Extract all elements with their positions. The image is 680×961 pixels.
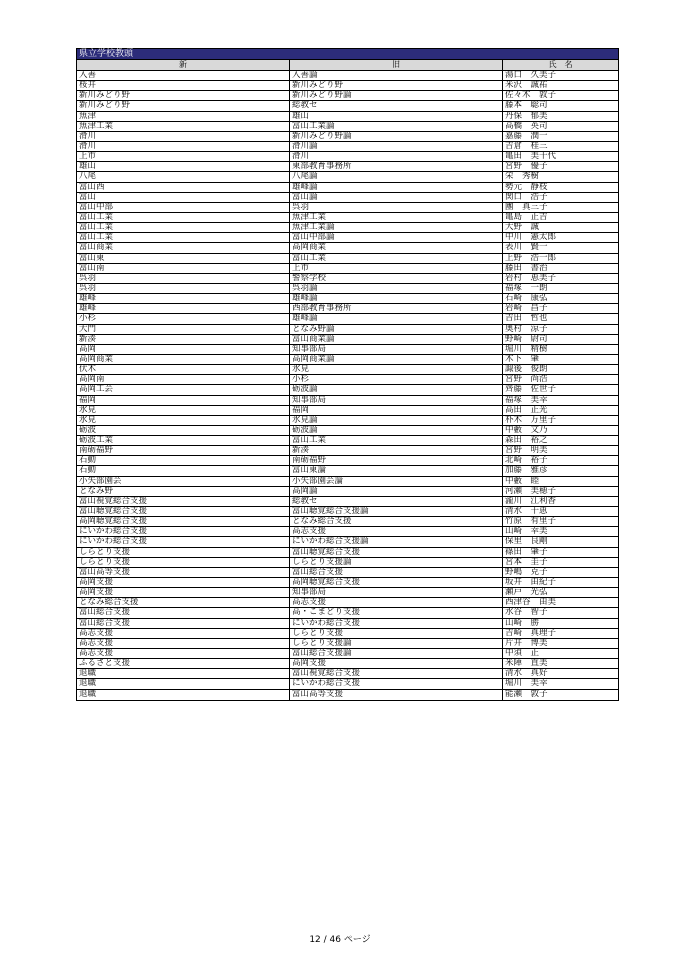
cell-name: 宮本 圭子	[505, 557, 548, 567]
cell-new: 高岡支援	[77, 588, 290, 597]
cell-old: 総教セ	[290, 497, 503, 506]
cell-old: 富山中部論	[290, 233, 503, 242]
cell-new: 富山聴覚総合支援	[77, 507, 290, 516]
cell-old: しらとり支援	[290, 629, 503, 638]
cell-new: 退職	[77, 679, 290, 688]
cell-old: 氷見論	[290, 416, 503, 425]
cell-old: 富山工業	[290, 436, 503, 445]
cell-new: 高岡工芸	[77, 385, 290, 394]
cell-new: 高岡支援	[77, 578, 290, 587]
cell-name: 能瀬 敦子	[505, 689, 548, 699]
cell-name: 水谷 智子	[505, 608, 548, 618]
cell-name: 宮野 明美	[505, 446, 548, 456]
cell-name: 加藤 雅彦	[505, 466, 548, 476]
cell-new: 富山工業	[77, 233, 290, 242]
cell-new: 伏木	[77, 365, 290, 374]
cell-old: 福岡	[290, 406, 503, 415]
cell-new: にいかわ総合支援	[77, 537, 290, 546]
cell-old: 南砺福野	[290, 456, 503, 465]
cell-new: 富山西	[77, 183, 290, 192]
cell-name: 山崎 幸美	[505, 527, 548, 537]
cell-name: 清水 真好	[505, 669, 548, 679]
cell-name: 保里 良剛	[505, 537, 548, 547]
table-row	[77, 466, 618, 476]
cell-new: 小杉	[77, 314, 290, 323]
table-row	[77, 203, 618, 213]
cell-old: 滑川論	[290, 142, 503, 151]
cell-new: 高岡南	[77, 375, 290, 384]
table-row	[77, 325, 618, 335]
cell-new: 福岡	[77, 396, 290, 405]
cell-new: 呉羽	[77, 284, 290, 293]
cell-old: 総教セ	[290, 101, 503, 110]
cell-old: 富山東論	[290, 466, 503, 475]
cell-name: 嘉藤 潤一	[505, 131, 548, 141]
table-row	[77, 345, 618, 355]
cell-old: 砺波論	[290, 385, 503, 394]
cell-new: 氷見	[77, 416, 290, 425]
cell-name: 奥村 涼子	[505, 324, 548, 334]
table-row	[77, 629, 618, 639]
cell-old: 知事部局	[290, 345, 503, 354]
cell-old: 東部教育事務所	[290, 162, 503, 171]
cell-new: 魚津工業	[77, 122, 290, 131]
cell-name: 瀬戸 光弘	[505, 588, 548, 598]
table-row	[77, 314, 618, 324]
cell-name: 團 真三子	[505, 202, 548, 212]
table-row	[77, 396, 618, 406]
cell-name: 篠田 肇子	[505, 547, 548, 557]
cell-old: 小矢部園芸論	[290, 477, 503, 486]
cell-name: 清水 千恵	[505, 507, 548, 517]
cell-old: 富山視覚総合支援	[290, 669, 503, 678]
table-row	[77, 690, 618, 700]
cell-new: 呉羽	[77, 274, 290, 283]
cell-new: 新湊	[77, 335, 290, 344]
cell-new: 富山東	[77, 254, 290, 263]
cell-new: 高志支援	[77, 649, 290, 658]
table-row	[77, 243, 618, 253]
cell-name: 高橋 英司	[505, 121, 548, 131]
personnel-table	[76, 48, 619, 701]
page-number: 12 / 46 ページ	[309, 935, 371, 945]
cell-name: 亀田 美千代	[505, 152, 557, 162]
cell-name: 栄 秀樹	[505, 172, 540, 182]
table-row	[77, 112, 618, 122]
cell-old: 氷見	[290, 365, 503, 374]
cell-old: 雄峰論	[290, 294, 503, 303]
table-row	[77, 588, 618, 598]
cell-name: 大野 誠	[505, 223, 540, 233]
table-row	[77, 91, 618, 101]
table-row	[77, 223, 618, 233]
table-row	[77, 142, 618, 152]
table-row	[77, 193, 618, 203]
cell-new: 小矢部園芸	[77, 477, 290, 486]
table-row	[77, 598, 618, 608]
cell-new: 富山工業	[77, 223, 290, 232]
cell-old: 魚津工業論	[290, 223, 503, 232]
cell-name: 米陣 直美	[505, 659, 548, 669]
cell-name: 福塚 美幸	[505, 395, 548, 405]
cell-old: 高岡論	[290, 487, 503, 496]
cell-new: 富山総合支援	[77, 619, 290, 628]
cell-old: にいかわ総合支援	[290, 619, 503, 628]
table-title: 県立学校教頭	[77, 49, 618, 60]
cell-old: しらとり支援論	[290, 558, 503, 567]
cell-old: 富山論	[290, 193, 503, 202]
cell-new: 富山中部	[77, 203, 290, 212]
cell-new: 新川みどり野	[77, 101, 290, 110]
table-row	[77, 264, 618, 274]
table-row	[77, 679, 618, 689]
table-row	[77, 527, 618, 537]
table-row	[77, 456, 618, 466]
cell-new: にいかわ総合支援	[77, 527, 290, 536]
cell-new: 滑川	[77, 142, 290, 151]
cell-old: 魚津工業	[290, 213, 503, 222]
table-row	[77, 426, 618, 436]
cell-new: 高志支援	[77, 639, 290, 648]
cell-name: 野崎 尉司	[505, 334, 548, 344]
table-row	[77, 284, 618, 294]
cell-name: 瀧川 江利香	[505, 496, 557, 506]
cell-old: 新川みどり野	[290, 81, 503, 90]
cell-name: 堀川 精樹	[505, 344, 548, 354]
cell-old: 富山工業論	[290, 122, 503, 131]
cell-old: 富山総合支援論	[290, 649, 503, 658]
cell-new: 富山高等支援	[77, 568, 290, 577]
cell-old: 上市	[290, 264, 503, 273]
cell-name: 丹保 郁美	[505, 111, 548, 121]
cell-old: 新湊	[290, 446, 503, 455]
table-row	[77, 71, 618, 81]
table-row	[77, 669, 618, 679]
cell-old: 高志支援	[290, 598, 503, 607]
table-row	[77, 274, 618, 284]
cell-old: 高岡支援	[290, 659, 503, 668]
cell-old: 新川みどり野論	[290, 91, 503, 100]
cell-name: 勢元 静枝	[505, 182, 548, 192]
table-row	[77, 639, 618, 649]
cell-new: 富山商業	[77, 243, 290, 252]
table-row	[77, 335, 618, 345]
cell-name: 佐々木 敦子	[505, 91, 557, 101]
cell-name: 上野 浩一郎	[505, 253, 557, 263]
table-row	[77, 213, 618, 223]
cell-name: 表川 賢一	[505, 243, 548, 253]
cell-new: 南砺福野	[77, 446, 290, 455]
cell-old: 富山商業論	[290, 335, 503, 344]
table-row	[77, 162, 618, 172]
cell-old: 雄山	[290, 112, 503, 121]
cell-name: 森田 裕之	[505, 436, 548, 446]
table-row	[77, 446, 618, 456]
table-row	[77, 436, 618, 446]
table-row	[77, 122, 618, 132]
cell-new: 桜井	[77, 81, 290, 90]
cell-name: 中須 正	[505, 649, 540, 659]
cell-name: 中藪 睦	[505, 476, 540, 486]
table-body	[77, 71, 618, 700]
cell-old: にいかわ総合支援	[290, 679, 503, 688]
cell-name: 堀川 美幸	[505, 679, 548, 689]
cell-new: 富山南	[77, 264, 290, 273]
cell-name: 竹原 有里子	[505, 517, 557, 527]
table-row	[77, 477, 618, 487]
table-row	[77, 608, 618, 618]
cell-old: 富山総合支援	[290, 568, 503, 577]
cell-old: 富山聴覚総合支援論	[290, 507, 503, 516]
table-row	[77, 385, 618, 395]
cell-new: 氷見	[77, 406, 290, 415]
cell-new: 雄峰	[77, 304, 290, 313]
cell-old: 富山高等支援	[290, 690, 503, 700]
header-old: 旧	[290, 60, 503, 70]
cell-old: しらとり支援論	[290, 639, 503, 648]
table-row	[77, 619, 618, 629]
table-row	[77, 101, 618, 111]
table-row	[77, 294, 618, 304]
cell-new: 砺波工業	[77, 436, 290, 445]
cell-new: 富山視覚総合支援	[77, 497, 290, 506]
table-row	[77, 152, 618, 162]
table-row	[77, 406, 618, 416]
cell-old: 警察学校	[290, 274, 503, 283]
header-new: 新	[77, 60, 290, 70]
cell-name: 高田 正光	[505, 405, 548, 415]
cell-name: 宮野 尚浩	[505, 375, 548, 385]
cell-name: 野嶋 克子	[505, 567, 548, 577]
table-row	[77, 558, 618, 568]
cell-new: 八尾	[77, 172, 290, 181]
cell-name: 藤田 書治	[505, 263, 548, 273]
cell-new: 高岡商業	[77, 355, 290, 364]
table-row	[77, 172, 618, 182]
cell-new: 雄峰	[77, 294, 290, 303]
cell-new: 上市	[77, 152, 290, 161]
cell-new: 滑川	[77, 132, 290, 141]
cell-new: 退職	[77, 669, 290, 678]
cell-new: 入善	[77, 71, 290, 80]
cell-old: にいかわ総合支援論	[290, 537, 503, 546]
table-row	[77, 375, 618, 385]
table-row	[77, 304, 618, 314]
table-header	[77, 60, 618, 71]
table-row	[77, 254, 618, 264]
cell-new: 石動	[77, 456, 290, 465]
cell-old: 富山聴覚総合支援	[290, 548, 503, 557]
cell-new: 魚津	[77, 112, 290, 121]
cell-old: 西部教育事務所	[290, 304, 503, 313]
cell-old: 高岡聴覚総合支援	[290, 578, 503, 587]
cell-name: 諏後 俊朗	[505, 365, 548, 375]
cell-old: 雄峰論	[290, 314, 503, 323]
table-row	[77, 537, 618, 547]
header-name: 氏 名	[548, 60, 573, 69]
cell-old: 入善論	[290, 71, 503, 80]
table-row	[77, 548, 618, 558]
cell-new: 退職	[77, 690, 290, 700]
cell-old: 呉羽論	[290, 284, 503, 293]
table-row	[77, 183, 618, 193]
table-row	[77, 81, 618, 91]
cell-old: 知事部局	[290, 588, 503, 597]
cell-new: 雄山	[77, 162, 290, 171]
table-row	[77, 507, 618, 517]
cell-name: 中藪 文乃	[505, 425, 548, 435]
table-row	[77, 649, 618, 659]
cell-name: 北崎 裕子	[505, 456, 548, 466]
cell-name: 朴木 万里子	[505, 415, 557, 425]
table-row	[77, 355, 618, 365]
cell-old: となみ野論	[290, 325, 503, 334]
cell-name: 坂井 由紀子	[505, 578, 557, 588]
table-row	[77, 659, 618, 669]
cell-name: 福塚 一朗	[505, 283, 548, 293]
cell-name: 宮野 優子	[505, 162, 548, 172]
cell-name: 片井 博美	[505, 638, 548, 648]
table-row	[77, 497, 618, 507]
cell-old: となみ総合支援	[290, 517, 503, 526]
cell-old: 高・こまどり支援	[290, 608, 503, 617]
cell-new: 大門	[77, 325, 290, 334]
cell-new: 高志支援	[77, 629, 290, 638]
cell-new: 新川みどり野	[77, 91, 290, 100]
table-row	[77, 517, 618, 527]
cell-name: 吉崎 真理子	[505, 628, 557, 638]
cell-name: 中川 憲太郎	[505, 233, 557, 243]
cell-new: となみ総合支援	[77, 598, 290, 607]
cell-new: 富山	[77, 193, 290, 202]
cell-name: 岩崎 昌子	[505, 304, 548, 314]
cell-new: しらとり支援	[77, 558, 290, 567]
cell-old: 知事部局	[290, 396, 503, 405]
cell-name: 木下 肇	[505, 354, 540, 364]
cell-new: 砺波	[77, 426, 290, 435]
cell-old: 雄峰論	[290, 183, 503, 192]
table-row	[77, 365, 618, 375]
cell-old: 砺波論	[290, 426, 503, 435]
cell-name: 藤本 聡司	[505, 101, 548, 111]
cell-new: となみ野	[77, 487, 290, 496]
cell-new: 富山工業	[77, 213, 290, 222]
cell-name: 関口 浩子	[505, 192, 548, 202]
cell-old: 小杉	[290, 375, 503, 384]
cell-name: 吉田 哲也	[505, 314, 548, 324]
table-row	[77, 233, 618, 243]
cell-new: ふるさと支援	[77, 659, 290, 668]
cell-new: 富山総合支援	[77, 608, 290, 617]
cell-old: 高志支援	[290, 527, 503, 536]
table-row	[77, 132, 618, 142]
table-row	[77, 487, 618, 497]
cell-old: 新川みどり野論	[290, 132, 503, 141]
table-row	[77, 416, 618, 426]
cell-name: 山崎 勝	[505, 618, 540, 628]
cell-old: 呉羽	[290, 203, 503, 212]
cell-name: 米沢 誠祐	[505, 81, 548, 91]
cell-name: 岩村 恵美子	[505, 273, 557, 283]
cell-old: 高岡商業	[290, 243, 503, 252]
cell-name: 石崎 康弘	[505, 294, 548, 304]
cell-old: 滑川	[290, 152, 503, 161]
cell-new: しらとり支援	[77, 548, 290, 557]
cell-name: 湯口 久美子	[505, 71, 557, 80]
cell-old: 高岡商業論	[290, 355, 503, 364]
cell-name: 亀島 正吉	[505, 212, 548, 222]
cell-new: 石動	[77, 466, 290, 475]
cell-new: 高岡聴覚総合支援	[77, 517, 290, 526]
cell-new: 高岡	[77, 345, 290, 354]
cell-old: 富山工業	[290, 254, 503, 263]
cell-name: 河瀬 美穂子	[505, 486, 557, 496]
cell-name: 西津谷 由美	[505, 598, 557, 608]
table-row	[77, 578, 618, 588]
cell-name: 吉倉 桂三	[505, 141, 548, 151]
cell-old: 八尾論	[290, 172, 503, 181]
table-row	[77, 568, 618, 578]
cell-name: 齊藤 佐世子	[505, 385, 557, 395]
